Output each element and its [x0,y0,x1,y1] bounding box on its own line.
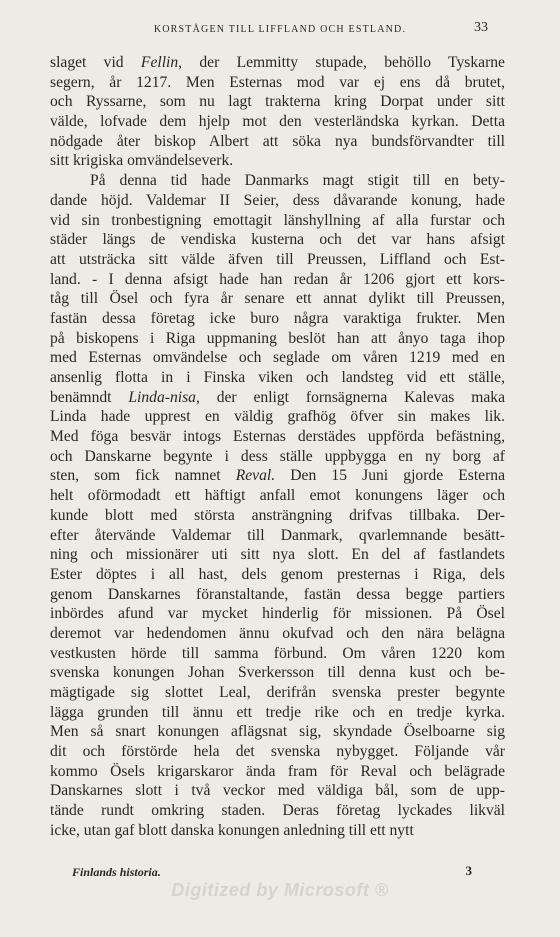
text-line: Linda hade upprest en väldig grafhög öfver sin makes lik. [50,408,505,426]
text-line: Danskarnes slott i två veckor med väldiga bål, som de upp- [50,782,505,800]
text-line: lägga grunden till ännu ett tredje rike och en tredje kyrka. [50,703,505,721]
text-line: dit och förstörde hela det svenska nybygget. Följande vår [50,743,505,761]
footer-book-title: Finlands historia. [72,865,161,879]
text-line: sitt krigiska omvändelseverk. [50,152,234,170]
text-line: segern, år 1217. Men Esternas mod var ej ens då brutet, [50,73,505,91]
signature-mark: 3 [465,863,472,878]
text-line: med Esternas omvändelse och seglade om våren 1219 med en [50,349,505,367]
text-line: Men så snart konungen aflägsnat sig, skyndade Öselboarne sig [50,723,505,741]
text-line: På denna tid hade Danmarks magt stigit till en bety- [90,172,505,190]
text-line: ansenlig flotta in i Finska viken och landsteg vid ett ställe, [50,369,505,386]
body-text [50,53,505,841]
text-line: kunde blott med största ansträngning drifvas tillbaka. Der- [50,506,505,524]
text-line: sten, som fick namnet Reval. Den 15 Juni gjorde Esterna [50,467,505,485]
text-line: efter återvände Valdemar till Danmark, qvarlemnande besätt- [50,526,505,544]
text-line: mägtigade sig slottet Leal, derifrån svenska prester begynte [50,684,505,701]
text-line: benämndt Linda-nisa, der enligt fornsägnerna Kalevas maka [50,388,505,406]
page-footer [72,865,472,880]
text-line: slaget vid Fellin, der Lemmitty stupade, behöllo Tyskarne [50,54,505,71]
text-line: deremot var hedendomen ännu okufvad och den nära belägna [50,624,505,642]
text-line: vid sin tronbestigning emottagit länshyllning af alla furstar och [50,211,505,229]
text-line: helt oförmodadt ett häftigt anfall emot konungens läger och [50,487,505,505]
text-line: Med föga besvär intogs Esternas derstädes uppförda befästning, [50,428,505,446]
paragraph [50,171,505,840]
text-line: vestkusten hörde till samma förbund. Om våren 1220 kom [50,644,505,662]
text-line: inbördes afund var mycket hinderlig för missionen. På Ösel [50,605,505,623]
paragraph [50,53,505,171]
text-line: välde, lofvade dem hjelp mot den vesterländska kyrkan. Detta [50,113,505,131]
text-line: ning och missionärer uti sitt nya slott. En del af fastlandets [50,546,505,564]
text-line: genom Danskarnes föranstaltande, fastän dessa begge partiers [50,585,505,603]
page-number: 33 [474,20,488,35]
text-line: svenska konungen Johan Sverkersson till denna kust och be- [50,664,505,682]
text-line: och Danskarne begynte i dess ställe uppbygga en ny borg af [50,447,505,465]
text-line: Ester döptes i all hast, dels genom presternas i Riga, dels [50,565,505,583]
text-line: och Ryssarne, som nu lagt trakterna kring Dorpat under sitt [50,93,505,111]
running-head: KORSTÅGEN TILL LIFFLAND OCH ESTLAND. [153,24,407,35]
text-line: att utsträcka sitt välde äfven till Preussen, Liffland och Est- [50,250,505,268]
text-line: kommo Ösels krigarskaror ända fram för Reval och belägrade [50,762,505,780]
text-line: land. - I denna afsigt hade han redan år 1206 gjort ett kors- [50,270,505,288]
text-line: fastän dessa företag icke buro några varaktiga frukter. Men [50,309,505,327]
text-line: städer längs de vendiska kusterna och det var hans afsigt [50,231,505,249]
text-line: tände rundt omkring staden. Deras företag lyckades likväl [50,802,505,820]
text-line: icke, utan gaf blott danska konungen anledning till ett nytt [50,821,414,839]
digitization-watermark: Digitized by Microsoft ® [171,880,389,900]
text-line: dande höjd. Valdemar II Seier, dess dåvarande konung, hade [50,191,505,209]
text-line: tåg till Ösel och fyra år senare ett annat dylikt till Preussen, [50,290,505,308]
text-line: på biskopens i Riga uppmaning beslöt han att ånyo taga ihop [50,329,505,347]
text-line: nödgade åter biskop Albert att söka nya bundsförvandter till [50,132,505,150]
